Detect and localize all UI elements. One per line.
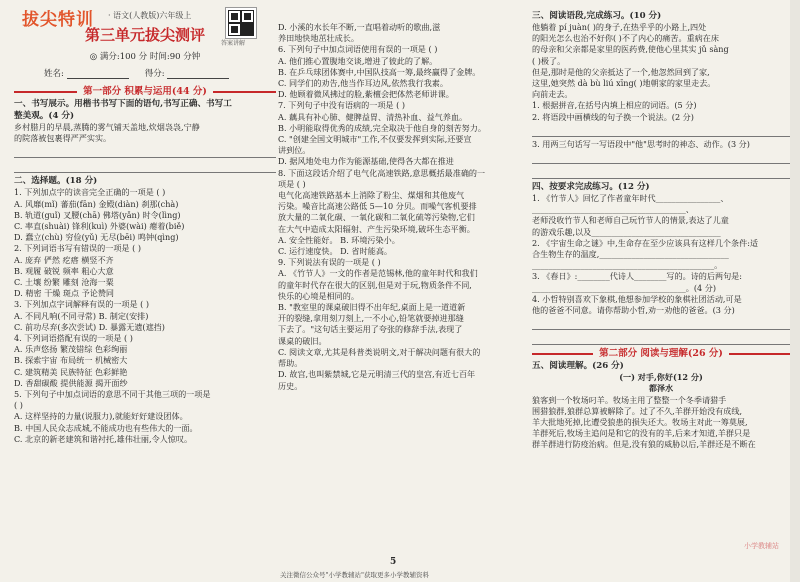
text-line: A. 安全性能好。 B. 环境污染小。 [278,234,400,245]
text-line: B. 在乒乓球团体赛中,中国队技高一筹,最终赢得了金牌。 [278,66,481,77]
text-line: 帮助。 [278,358,303,369]
column-middle [278,0,528,582]
col3-lines [532,10,790,451]
text-line: B. 小明能取得优秀的成绩,完全取决于他自身的刻苦努力。 [278,122,486,133]
text-line: D. 小溪的水长年不断,一直唱着动听的歌曲,滋 [278,22,441,32]
col1-lines [14,85,276,445]
text-line: 老师没收竹节人和老师自己玩竹节人的情景,表达了儿童 [532,215,729,226]
section-heading: 四、按要求完成练习。(12 分) [532,182,650,193]
text-line: 围猎狼群,狼群总算被解除了。过了不久,羊群开始没有成线, [532,405,743,416]
answer-line[interactable] [532,332,790,345]
text-line: C. 土壤 纷繁 雕刻 沧海一粟 [14,277,114,288]
text-line: 快乐的心境是相同的。 [278,290,359,301]
text-line: 4. 小哲特别喜欢下象棋,他想参加学校的象棋社团活动,可是 [532,293,742,304]
passage-title: 都泽水 [648,383,674,394]
part-heading-text: 第一部分 积累与运用(44 分) [83,86,207,97]
text-line: C. 同学们的劝告,他当作耳边风,依然我行我素。 [278,78,448,89]
exam-title: 第三单元拔尖测评 [84,26,205,44]
text-line: 1. 根据拼音,在括号内填上相应的词语。(5 分) [532,100,697,111]
text-line: 污染。噪音比高速公路低 5—10 分贝。而噪气客机要排 [278,201,477,212]
text-line: 开的裂缝,拿用刻刀刻上,一不小心,铅笔就要掉进那缝 [278,313,464,324]
section-heading: 一、书写展示。用楷书书写下面的语句,书写正确、书写工 [14,99,232,109]
answer-line[interactable] [14,160,276,173]
col2-lines [278,22,528,392]
text-line: A. 这样坚持的力量(说服力),就能好好建设团体。 [14,411,188,422]
text-line: D. 蠢立(chù) 穷俭(yǔ) 无尽(bēi) 鸣钟(qìng) [14,232,179,243]
text-line: 合生物生存的温度,________________________________ [532,249,729,260]
text-line: B. 轨道(guǐ) 叉腰(chā) 佛塔(yǎn) 时令(lìng) [14,209,181,220]
section-heading: 整美观。(4 分) [14,111,75,121]
page-edge [790,0,800,582]
text-line: A. 乐声悠扬 繁茂错综 色彩绚丽 [14,344,128,355]
text-line: C. 阅读文章,尤其是科普类说明文,对于解决问题有很大的 [278,346,481,357]
answer-line[interactable] [532,317,790,330]
text-line: 项是 ( ) [278,178,306,189]
text-line: 7. 下列句子中没有语病的一项是 ( ) [278,100,405,111]
watermark: 小学教辅站 [744,543,779,550]
text-line: 的游戏乐趣,以及________________________________ [532,226,721,237]
section-heading: 三、阅读语段,完成练习。(10 分) [532,11,662,21]
text-line: 的阳光怎么也治不好你( )不了内心的痛苦。重病在床 [532,33,719,44]
answer-line[interactable] [14,145,276,158]
text-line: 5. 下列句子中加点词语的意思不同于其他三项的一项是 [14,389,211,400]
text-line: 养田地快地茁壮成长。 [278,33,359,44]
brand-logo: 拔尖特训 [22,10,94,29]
text-line: B. "教室里的课桌破旧得不出年纪,桌面上是一道道新 [278,302,466,313]
text-line: ______________________________________。(4 分) [532,282,717,293]
text-line: A. 庞弃 俨然 疙瘩 横竖不齐 [14,254,114,265]
column-left [14,0,276,582]
section-heading: 二、选择题。(18 分) [14,176,98,187]
answer-line[interactable] [532,166,790,179]
text-line: 1. 《竹节人》回忆了作者童年时代________________、 [532,193,729,204]
text-line: 讲到位。 [278,145,311,156]
text-line: C. 率直(shuài) 锋利(kuì) 外婆(wài) 瘪着(biě) [14,221,185,232]
text-line: C. 前功尽弃(多次尝试) D. 暴露无遗(遮挡) [14,321,165,332]
text-line: 8. 下面这段话介绍了电气化高速铁路,意思概括最准确的一 [278,167,486,178]
text-line: 课桌的破旧。 [278,335,327,346]
text-line: 3. 用两三句话写一写语段中"他"思考时的神态、动作。(3 分) [532,138,750,149]
text-line: 3. 《春日》:________代诗人________写的。诗的后两句是: [532,271,743,282]
part-heading-text: 第二部分 阅读与理解(26 分) [599,348,723,360]
text-line: 向前走去。 [532,89,573,100]
text-line: 历史。 [278,380,303,391]
text-line: A. 《竹节人》一文的作者是范锡林,他的童年时代和我们 [278,268,478,279]
text-line: 这里,她突然 dà bù liú xīng( )地朝家的家里走去。 [532,78,716,89]
text-line: 的院落被包裹得严严实实。 [14,133,112,144]
answer-line[interactable] [532,124,790,137]
text-line: 乡村腊月的早晨,蒸腾的雾气铺天盖地,炊烟袅袅,宁静 [14,122,200,132]
text-line: B. 观履 破锐 频率 粗心大意 [14,265,114,276]
text-line: 9. 下列说法有误的一项是 ( ) [278,257,381,268]
text-line: C. "创建全国文明城市"工作,不仅要发挥到实际,还要宣 [278,134,472,145]
text-line: 2. 将语段中画横线的句子换一个说法。(2 分) [532,111,694,122]
text-line: 羊群死后,牧场主追问是和它的没有的羊,后来才知道,羊群只是 [532,428,751,439]
text-line: C. 运行速度快。 D. 省时能高。 [278,246,393,257]
text-line: 他的爸爸不同意。请你帮助小哲,劝一劝他的爸爸。(3 分) [532,305,735,316]
text-line: _____________________________________________。 [532,260,723,271]
text-line: C. 北京的新老建筑和谐衬托,雄伟壮丽,令人惊叹。 [14,433,193,444]
text-line: ______________________________________、 [532,204,694,215]
text-line: C. 建筑精美 民族特征 色彩鲜艳 [14,366,128,377]
text-line: 群羊群进行防疫治病。但是,没有狼的威胁以后,羊群还是不断在 [532,439,756,450]
part-rule [729,353,790,355]
text-line: B. 中国人民众志成城,不能成功也有些伟大的一面。 [14,422,198,433]
text-line: 他躺着 pí juàn( )的身子,在热乎乎的小路上,四处 [532,22,707,32]
text-line: 狼客到一个牧场叼羊。牧场主用了整整一个冬季请猎手 [532,394,727,405]
text-line: 2. 《宇宙生命之谜》中,生命存在至少应该具有这样几个条件:适 [532,237,759,248]
text-line: 1. 下列加点字的读音完全正确的一项是 ( ) [14,187,166,198]
part-rule [14,91,77,93]
text-line: A. 风靡(mǐ) 蕃茄(fān) 金殿(diàn) 刹那(chà) [14,198,179,209]
text-line: 在大气中造成太阳辐射、产生污染环境,破坏生态平衡。 [278,223,475,234]
part-rule [213,91,276,93]
exam-meta: ◎ 满分:100 分 时间:90 分钟 [89,52,201,62]
part-rule [532,353,593,355]
text-line: ( )极了。 [532,55,566,66]
score-label: 得分: [144,69,165,79]
text-line: 3. 下列加点字词解释有误的一项是 ( ) [14,299,150,310]
name-label: 姓名: [44,69,64,79]
text-line: D. 故宫,也叫紫禁城,它是元明清三代的皇宫,有近七百年 [278,369,476,380]
text-line: D. 精密 干燥 斑点 予论赞同 [14,288,115,299]
text-line: A. 藕具有补心肺、健脾益胃、清热补血、益气养血。 [278,111,468,122]
name-score-row [44,67,229,79]
text-line: 2. 下列词语书写有错误的一项是 ( ) [14,243,141,254]
text-line: 电气化高速铁路基本上消除了粉尘、煤烟和其他废气 [278,190,465,201]
text-line: 6. 下列句子中加点词语使用有误的一项是 ( ) [278,44,438,55]
book-subtitle: · 语文(人教版)六年级上 [108,11,192,20]
text-line: ( ) [14,400,23,411]
qr-label: 答案讲解 [221,40,246,47]
text-line: 放大量的二氧化碳、一氧化碳和二氧化硫等污染物,它们 [278,212,475,223]
text-line: 羊大批地死掉,比遭受狼患的损失还大。牧场主对此一筹莫展, [532,417,748,428]
text-line: D. 香甜碳酸 提供能源 揭开面纱 [14,377,128,388]
page-number: 5 [390,557,397,567]
part-heading [14,85,276,98]
column-right [532,0,790,582]
text-line: 的母亲和父亲都是家里的医药费,使他心里其实 jǔ sàng [532,44,729,55]
text-line: A. 不同凡响(不同寻常) B. 制定(安排) [14,310,149,321]
section-heading: 五、阅读理解。(26 分) [532,361,624,372]
score-field[interactable] [167,69,229,79]
text-line: D. 据风地处电力作为能源基础,使得各大都在推进 [278,156,454,167]
name-field[interactable] [67,69,129,79]
text-line: 下去了。"这句话主要运用了夸张的修辞手法,表现了 [278,324,463,335]
part-heading [532,347,790,360]
text-line: A. 他们推心置腹地交谈,增进了彼此的了解。 [278,55,438,66]
passage-title: (一) 对手,你好(12 分) [619,372,703,383]
text-line: 4. 下列词语搭配有误的一项是 ( ) [14,333,133,344]
text-line: 的童年时代存在很大的区别,但是对于玩,物质条件不同, [278,279,472,290]
footer-note: 关注微信公众号"小学教辅站"获取更多小学教辅资料 [280,571,429,579]
answer-line[interactable] [532,151,790,164]
text-line: B. 探索宇宙 布局统一 机械密大 [14,355,128,366]
text-line: 但是,那时是他的父亲抵达了一个,他忽然回到了家, [532,66,710,77]
text-line: D. 他顾着微风拂过的脸,紫檀会把体然老师讲课。 [278,89,454,100]
